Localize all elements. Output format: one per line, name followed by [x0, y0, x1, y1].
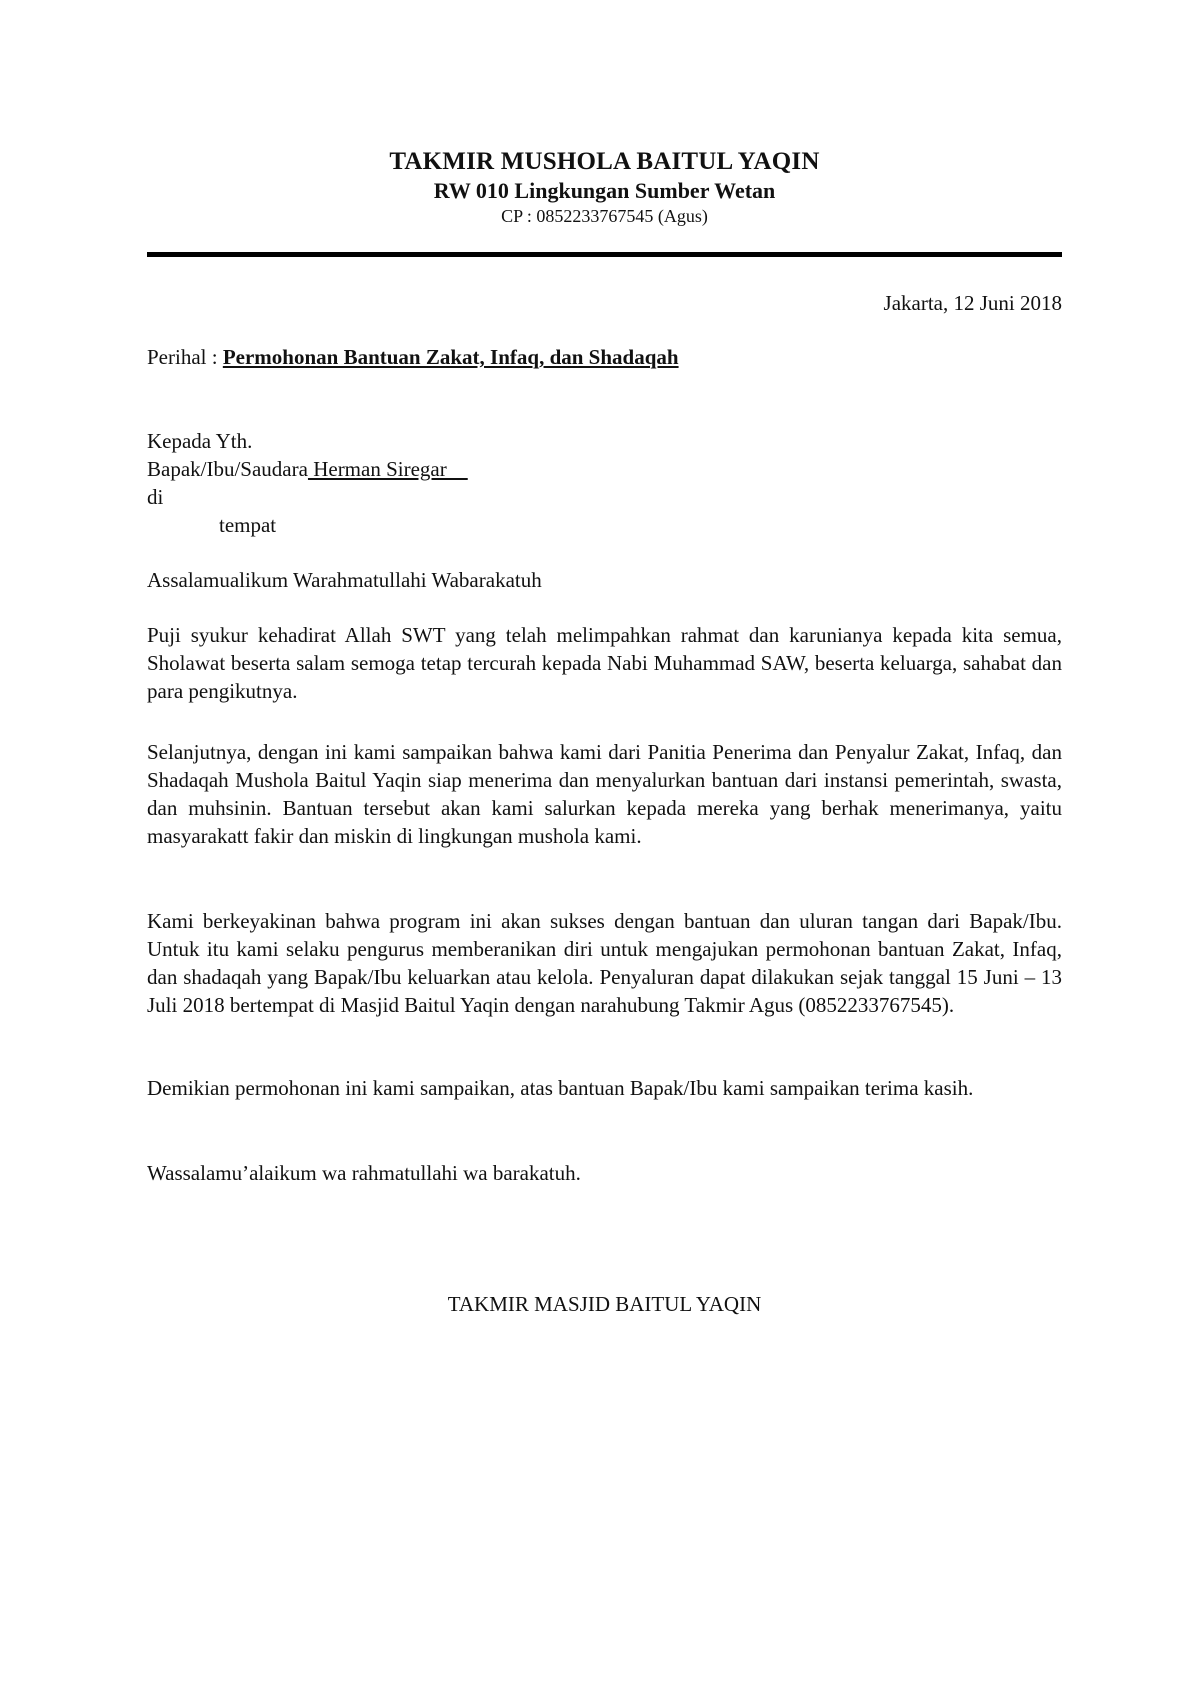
body-paragraph-4: Demikian permohonan ini kami sampaikan, atas bantuan Bapak/Ibu kami sampaikan terima kasih. — [147, 1076, 974, 1100]
opening-greeting: Assalamualikum Warahmatullahi Wabarakatuh — [147, 568, 542, 592]
recipient-block — [147, 427, 1062, 539]
body-paragraph-1: Puji syukur kehadirat Allah SWT yang telah melimpahkan rahmat dan karunianya kepada kita semua, Sholawat beserta salam semoga tetap tercurah kepada Nabi Muhammad SAW, beserta keluarga, sahabat dan para pengikutnya. — [147, 623, 1062, 703]
letter-date: Jakarta, 12 Juni 2018 — [883, 291, 1062, 315]
body-paragraph-3: Kami berkeyakinan bahwa program ini akan sukses dengan bantuan dan uluran tangan dari Bapak/Ibu. Untuk itu kami selaku pengurus memberanikan diri untuk mengajukan permohonan bantuan Zakat, Infaq, dan shadaqah yang Bapak/Ibu keluarkan atau kelola. Penyaluran dapat dilakukan sejak tanggal 15 Juni – 13 Juli 2018 bertempat di Masjid Baitul Yaqin dengan narahubung Takmir Agus (0852233767545). — [147, 909, 1062, 1017]
recipient-greeting-line: Kepada Yth. — [147, 429, 253, 453]
recipient-salutation: Bapak/Ibu/Saudara — [147, 457, 308, 481]
organization-contact: CP : 0852233767545 (Agus) — [501, 206, 708, 226]
body-paragraph-2: Selanjutnya, dengan ini kami sampaikan bahwa kami dari Panitia Penerima dan Penyalur Zakat, Infaq, dan Shadaqah Mushola Baitul Yaqin siap menerima dan menyalurkan bantuan dari instansi pemerintah, swasta, dan muhsinin. Bantuan tersebut akan kami salurkan kepada mereka yang berhak menerimanya, yaitu masyarakatt fakir dan miskin di lingkungan mushola kami. — [147, 740, 1062, 848]
signature-block: TAKMIR MASJID BAITUL YAQIN — [447, 1292, 762, 1316]
letterhead-divider — [147, 252, 1062, 257]
recipient-location-line: di — [147, 485, 164, 509]
subject-prefix: Perihal : — [147, 345, 223, 369]
recipient-name: Herman Siregar — [307, 457, 468, 481]
closing-greeting: Wassalamu’alaikum wa rahmatullahi wa barakatuh. — [147, 1161, 581, 1185]
letter-subject — [147, 343, 1062, 371]
subject-title: Permohonan Bantuan Zakat, Infaq, dan Shadaqah — [222, 345, 679, 369]
recipient-name-line — [147, 455, 1062, 483]
organization-name: TAKMIR MUSHOLA BAITUL YAQIN — [389, 148, 820, 175]
recipient-place-line: tempat — [219, 513, 277, 537]
organization-address: RW 010 Lingkungan Sumber Wetan — [433, 178, 776, 203]
